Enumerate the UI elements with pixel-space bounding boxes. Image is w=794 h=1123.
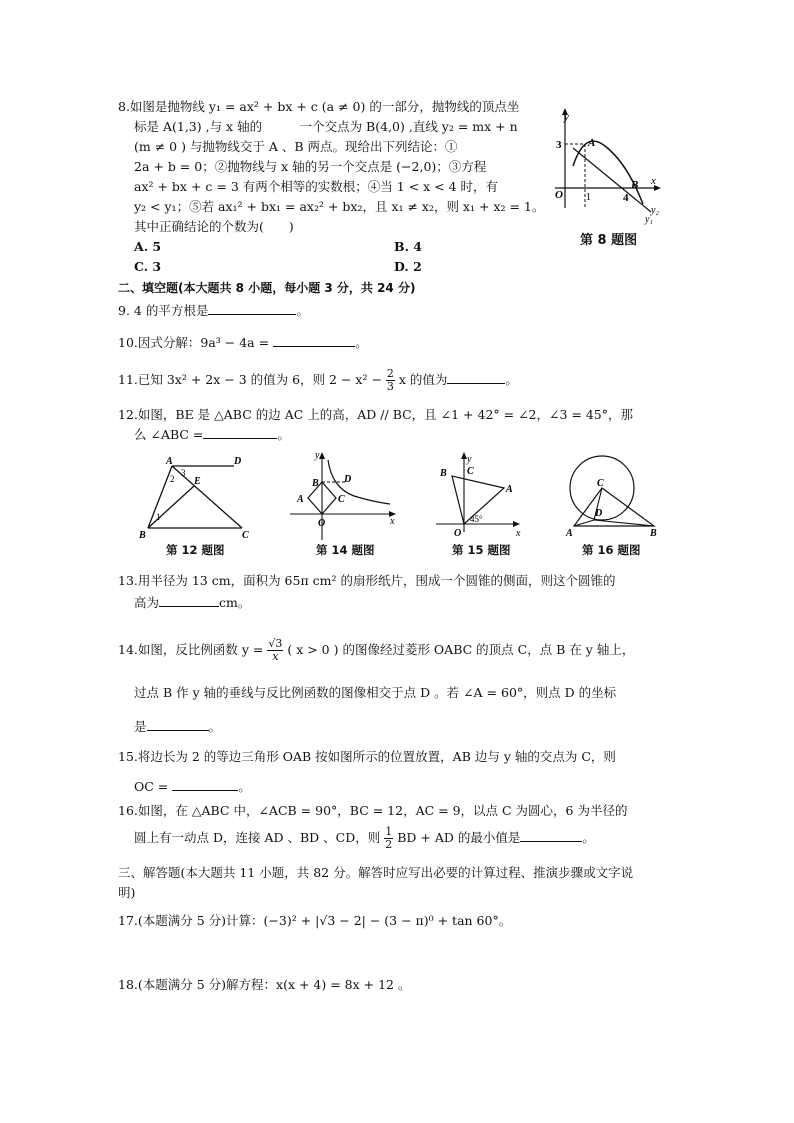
section-2-heading: 二、填空题(本大题共 8 小题，每小题 3 分，共 24 分)	[118, 281, 416, 295]
q8-option-d: D. 2	[394, 259, 422, 274]
fig12-label-3: 3	[181, 468, 186, 478]
fig15-label-angle: 45°	[470, 514, 483, 524]
q12-line-2: 么 ∠ABC = 。	[134, 427, 290, 442]
fig15-label-y: y	[467, 454, 472, 465]
q8-line-7: 其中正确结论的个数为( )	[134, 219, 294, 234]
q18: 18.(本题满分 5 分)解方程：x(x + 4) = 8x + 12 。	[118, 977, 411, 992]
q8-option-c: C. 3	[134, 259, 162, 274]
fig12-label-B: B	[139, 530, 146, 541]
fig16-label-B: B	[650, 528, 657, 539]
fig14-label-A: A	[297, 494, 304, 505]
fig15-label-C: C	[467, 466, 474, 477]
q13-line-1: 13.用半径为 13 cm，面积为 65π cm² 的扇形纸片，围成一个圆锥的侧面，则这个圆锥的	[118, 573, 616, 588]
fig16-label-D: D	[595, 508, 603, 519]
fig8-label-O: O	[555, 189, 563, 201]
fig14-label-y: y	[315, 450, 320, 461]
section-3-heading-line-2: 明)	[118, 885, 136, 900]
figure-14-rhombus	[288, 452, 400, 542]
q8-line-6: y₂ < y₁；⑤若 ax₁² + bx₁ = ax₂² + bx₂，且 x₁ ≠ x₂，则 x₁ + x₂ = 1。	[134, 199, 545, 214]
fig16-caption: 第 16 题图	[582, 543, 641, 557]
fig14-label-O: O	[318, 518, 326, 529]
q17: 17.(本题满分 5 分)计算：(−3)² + |√3 − 2| − (3 − π)⁰ + tan 60°。	[118, 913, 512, 928]
q12-line-1: 12.如图，BE 是 △ABC 的边 AC 上的高，AD // BC，且 ∠1 + 42° = ∠2，∠3 = 45°，那	[118, 407, 633, 422]
fig8-label-y1: y₁	[645, 214, 653, 225]
figure-16-circle	[564, 452, 664, 542]
q16-line-1: 16.如图，在 △ABC 中，∠ACB = 90°，BC = 12，AC = 9，以点 C 为圆心，6 为半径的	[118, 803, 628, 818]
figure-15-triangle	[436, 452, 540, 542]
q14-line-1: 14.如图，反比例函数 y = $\frac{√3}{x}$ ( x > 0 ) 的图像经过菱形 OABC 的顶点 C，点 B 在 y 轴上，	[118, 637, 635, 663]
fig8-label-B: B	[631, 179, 639, 191]
fig12-caption: 第 12 题图	[166, 543, 225, 557]
q14-line-3: 是 。	[134, 719, 222, 734]
figure-8-parabola	[555, 108, 675, 228]
fig16-label-A: A	[566, 528, 573, 539]
q8-line-1: 8.如图是抛物线 y₁ = ax² + bx + c (a ≠ 0) 的一部分，抛物线的顶点坐	[118, 99, 520, 114]
q8-line-3: (m ≠ 0 ) 与抛物线交于 A 、B 两点。现给出下列结论：①	[134, 139, 458, 154]
fig8-label-x: x	[651, 175, 656, 187]
fig12-label-2: 2	[170, 474, 175, 484]
fig15-label-B: B	[440, 468, 447, 479]
fig14-label-x: x	[390, 516, 395, 527]
fig14-label-B: B	[312, 478, 319, 489]
fig8-label-4: 4	[623, 192, 629, 204]
fig12-label-C: C	[242, 530, 249, 541]
fig8-label-A: A	[588, 137, 596, 149]
fig8-label-y2: y₂	[651, 205, 659, 216]
fig15-caption: 第 15 题图	[452, 543, 511, 557]
fig12-label-D: D	[234, 456, 242, 467]
fig8-label-1: 1	[586, 192, 591, 203]
q14-line-2: 过点 B 作 y 轴的垂线与反比例函数的图像相交于点 D 。若 ∠A = 60°，则点 D 的坐标	[134, 685, 617, 700]
q10: 10.因式分解：9a³ − 4a = 。	[118, 335, 368, 350]
fig14-caption: 第 14 题图	[316, 543, 375, 557]
fig12-label-E: E	[194, 476, 201, 487]
q8-option-a: A. 5	[134, 239, 162, 254]
q8-line-5: ax² + bx + c = 3 有两个相等的实数根；④当 1 < x < 4 时，有	[134, 179, 498, 194]
q9: 9. 4 的平方根是 。	[118, 303, 309, 318]
q8-option-b: B. 4	[394, 239, 422, 254]
q8-line-4: 2a + b = 0；②抛物线与 x 轴的另一个交点是 (−2,0)；③方程	[134, 159, 487, 174]
fig14-label-D: D	[344, 474, 352, 485]
fig12-label-1: 1	[156, 512, 161, 522]
fig15-label-A: A	[506, 484, 513, 495]
q11: 11.已知 3x² + 2x − 3 的值为 6，则 2 − x² − $\frac{2}{3}$ x 的值为 。	[118, 367, 518, 393]
fig12-label-A: A	[166, 456, 173, 467]
fig15-label-O: O	[454, 528, 462, 539]
fig8-caption: 第 8 题图	[580, 233, 638, 248]
q13-line-2: 高为 cm。	[134, 595, 251, 610]
q8-line-2: 标是 A(1,3) ,与 x 轴的 一个交点为 B(4,0) ,直线 y₂ = mx + n	[134, 119, 518, 134]
q15-line-2: OC = 。	[134, 779, 251, 794]
fig8-label-y: y	[564, 111, 569, 123]
fig14-label-C: C	[338, 494, 345, 505]
figure-12-triangle	[138, 454, 248, 544]
q16-line-2: 圆上有一动点 D，连接 AD 、BD 、CD，则 $\frac{1}{2}$ BD + AD 的最小值是 。	[134, 825, 595, 851]
fig15-label-x: x	[516, 528, 521, 539]
section-3-heading-line-1: 三、解答题(本大题共 11 小题，共 82 分。解答时应写出必要的计算过程、推演步骤或文字说	[118, 865, 634, 880]
q15-line-1: 15.将边长为 2 的等边三角形 OAB 按如图所示的位置放置，AB 边与 y 轴的交点为 C，则	[118, 749, 616, 764]
fig16-label-C: C	[597, 478, 604, 489]
fig8-label-3: 3	[556, 139, 562, 151]
